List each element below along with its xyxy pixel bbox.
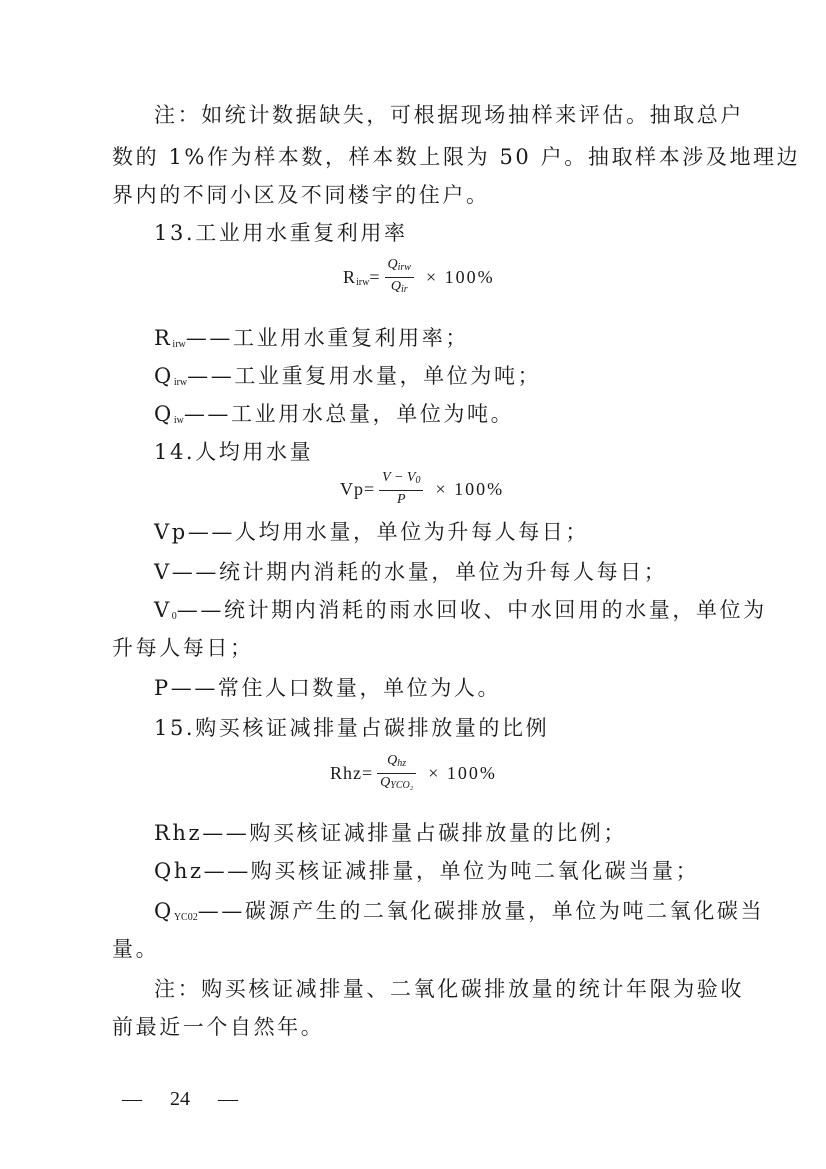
multiplier: × 100% bbox=[425, 267, 495, 287]
definition-line: $Q_{iw}——$工业用水总量，单位为吨。 bbox=[154, 402, 515, 426]
formula-lhs: Vp= bbox=[340, 478, 376, 499]
fraction bbox=[377, 752, 416, 795]
dash-right: — bbox=[218, 1088, 238, 1110]
formula-irw bbox=[343, 256, 495, 299]
multiplier: × 100% bbox=[428, 763, 497, 783]
dash-left: — bbox=[122, 1088, 142, 1110]
page-number: 24 bbox=[170, 1088, 190, 1110]
definition-line: Qhz——购买核证减排量，单位为吨二氧化碳当量； bbox=[154, 859, 700, 883]
definition-line: $V_0——$统计期内消耗的雨水回收、中水回用的水量，单位为 bbox=[154, 598, 767, 622]
note-line: 前最近一个自然年。 bbox=[112, 1015, 325, 1039]
note-line: 数的 1%作为样本数，样本数上限为 50 户。抽取样本涉及地理边 bbox=[112, 145, 801, 169]
definition-line: P——常住人口数量，单位为人。 bbox=[154, 676, 502, 700]
definition-line: V——统计期内消耗的水量，单位为升每人每日； bbox=[154, 560, 668, 584]
page-number-footer bbox=[108, 1088, 252, 1111]
multiplier: × 100% bbox=[435, 478, 505, 499]
numerator: $Q_{irw}$ bbox=[387, 257, 411, 273]
section-heading-14: 14.人均用水量 bbox=[154, 440, 314, 464]
numerator: $V - V_0$ bbox=[382, 470, 421, 486]
definition-line: $Q_{YC02}——$碳源产生的二氧化碳排放量，单位为吨二氧化碳当 bbox=[154, 899, 765, 923]
definition-continuation: 量。 bbox=[112, 937, 160, 961]
definition-line: $Q_{irw}——$工业重复用水量，单位为吨； bbox=[154, 364, 542, 388]
denominator: $Q_{YCO_2}$ bbox=[380, 775, 414, 791]
numerator: $Q_{hz}$ bbox=[387, 753, 407, 769]
definition-line: Vp——人均用水量，单位为升每人每日； bbox=[154, 520, 590, 544]
section-heading-13: 13.工业用水重复利用率 bbox=[154, 221, 408, 245]
definition-line: $R_{irw}——$工业用水重复利用率； bbox=[154, 326, 469, 350]
definition-line: Rhz——购买核证减排量占碳排放量的比例； bbox=[154, 821, 628, 845]
fraction bbox=[379, 469, 423, 509]
note-line: 界内的不同小区及不同楼宇的住户。 bbox=[112, 183, 490, 207]
formula-vp bbox=[340, 469, 504, 509]
formula-rhz bbox=[330, 752, 497, 795]
note-line: 注：购买核证减排量、二氧化碳排放量的统计年限为验收 bbox=[154, 977, 744, 1001]
section-heading-15: 15.购买核证减排量占碳排放量的比例 bbox=[154, 716, 550, 740]
note-line: 注：如统计数据缺失，可根据现场抽样来评估。抽取总户 bbox=[154, 103, 744, 127]
fraction bbox=[385, 256, 414, 299]
formula-lhs: Rhz= bbox=[330, 763, 374, 783]
formula-lhs: $R_{irw}=$ bbox=[343, 267, 381, 288]
denominator: P bbox=[397, 492, 406, 507]
denominator: $Q_{ir}$ bbox=[390, 279, 408, 295]
definition-continuation: 升每人每日； bbox=[112, 636, 254, 660]
